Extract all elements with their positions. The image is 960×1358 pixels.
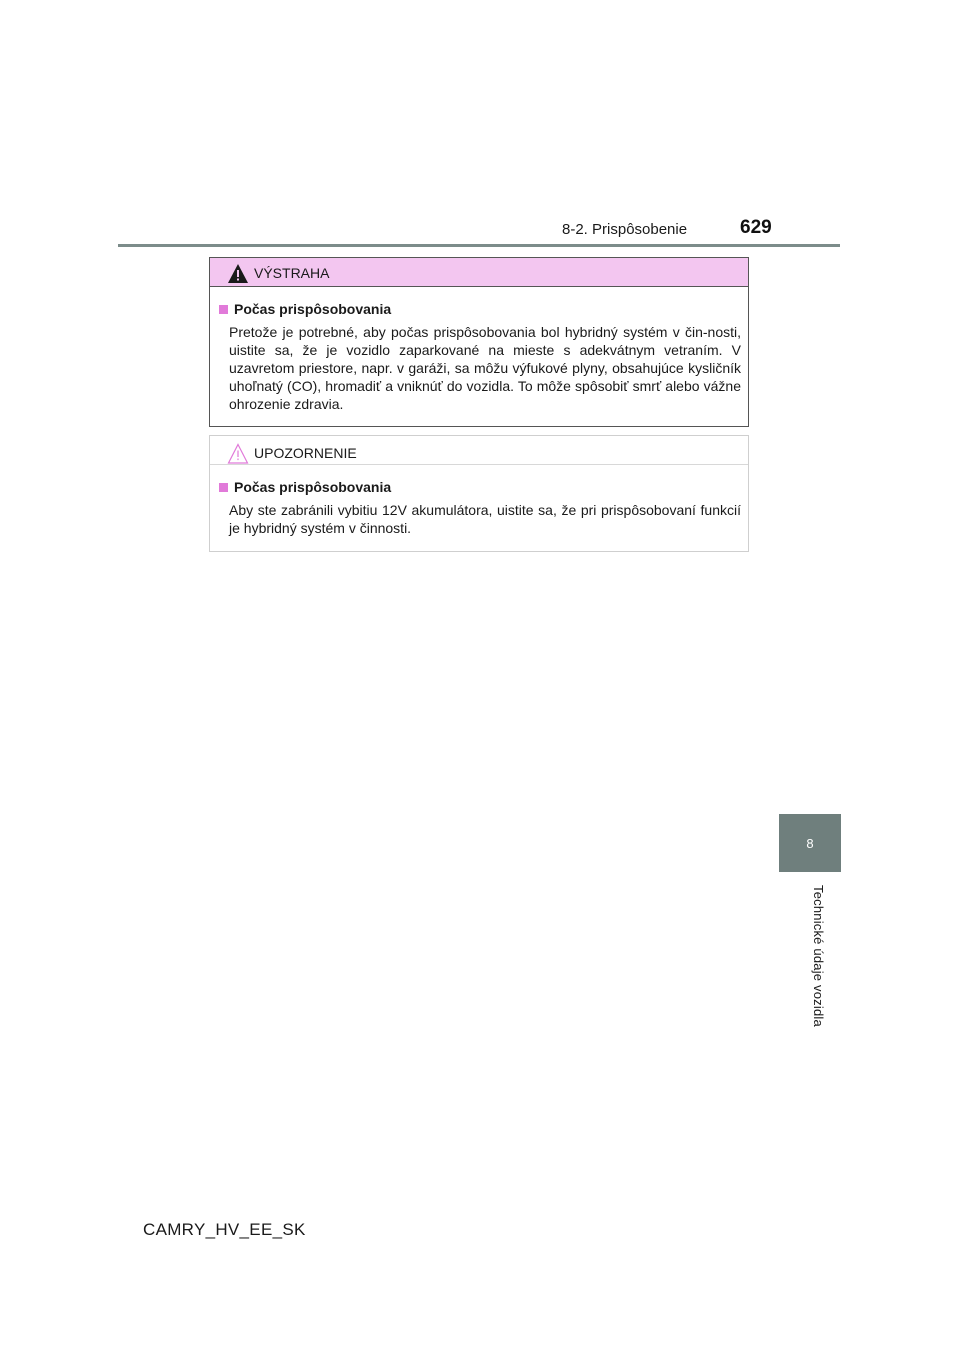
warning-item-title: Počas prispôsobovania (234, 301, 392, 317)
warning-item-text: Pretože je potrebné, aby počas prispôsobovania bol hybridný systém v čin-nosti, uistite sa, že je vozidlo zaparkované na mieste s adekvátnym vetraním. V uzavretom priestore, napr. v garáži, sa môžu výfukové plyny, obsahujúce kysličník uhoľnatý (CO), hromadiť a vniknúť do vozidla. To môže spôsobiť smrť alebo vážne ohrozenie zdravia. (229, 324, 741, 412)
caution-item-text: Aby ste zabránili vybitiu 12V akumulátora, uistite sa, že pri prispôsobovaní funkcií je hybridný systém v činnosti. (229, 502, 741, 536)
warning-triangle-icon (227, 263, 249, 285)
square-bullet-icon (219, 483, 228, 492)
caution-box (209, 435, 749, 552)
caution-triangle-outline-icon (227, 443, 249, 465)
chapter-tab (779, 814, 841, 872)
warning-box (209, 257, 749, 427)
warning-item-heading (219, 301, 741, 317)
caution-item-title: Počas prispôsobovania (234, 479, 392, 495)
square-bullet-icon (219, 305, 228, 314)
caution-item-heading (219, 479, 741, 495)
chapter-title: Technické údaje vozidla (811, 885, 826, 1027)
warning-header (210, 258, 748, 287)
document-code: CAMRY_HV_EE_SK (143, 1220, 306, 1239)
warning-title: VÝSTRAHA (254, 265, 330, 281)
caution-body (210, 465, 748, 537)
header-divider (118, 244, 840, 247)
warning-body (210, 287, 748, 413)
section-title: 8-2. Prispôsobenie (562, 221, 688, 238)
caution-title: UPOZORNENIE (254, 445, 357, 461)
chapter-number: 8 (806, 835, 814, 851)
caution-header (210, 436, 748, 465)
page-number: 629 (740, 217, 772, 238)
